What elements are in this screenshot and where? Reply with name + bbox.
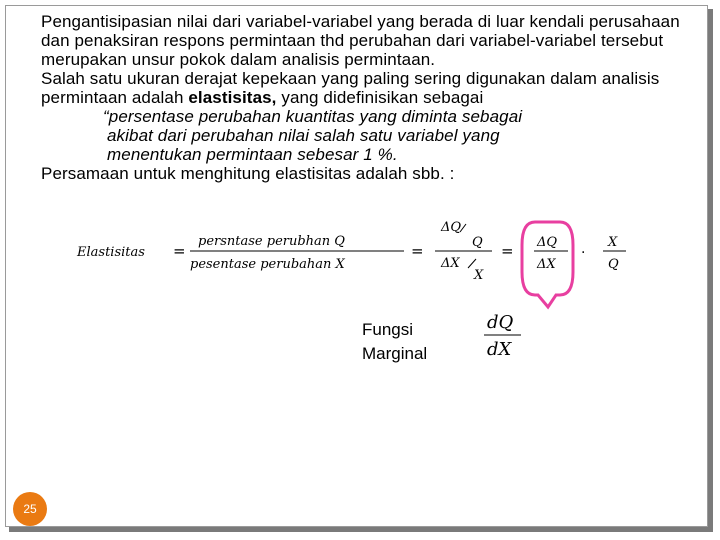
fraction3-numerator: ΔQ [537, 235, 558, 250]
equals-sign-2: = [411, 242, 424, 260]
definition-quote-line-2: akibat dari perubahan nilai salah satu variabel yang [107, 126, 500, 145]
formula-lhs-label: Elastisitas [77, 245, 145, 260]
page-number-badge: 25 [13, 492, 47, 526]
marginal-label-line-2: Marginal [362, 344, 428, 363]
fraction1-numerator: persntase perubhan Q [198, 234, 345, 249]
equals-sign-3: = [501, 242, 514, 260]
paragraph-equation-intro: Persamaan untuk menghitung elastisitas adalah sbb. : [41, 164, 455, 183]
fraction2-den-bottom: X [474, 268, 484, 283]
definition-quote-line-3: menentukan permintaan sebesar 1 %. [107, 145, 398, 164]
multiply-dot: . [581, 241, 586, 257]
paragraph-anticipation: Pengantisipasian nilai dari variabel-variabel yang berada di luar kendali perusahaan dan penaksiran respons permintaan thd perubahan dari variabel-variabel tersebut merupakan unsur pokok dalam analisis permintaan. [41, 12, 680, 69]
para2-text-before: Salah satu ukuran derajat kepekaan yang paling sering digunakan dalam analisis permintaan adalah [41, 69, 660, 107]
fraction2-den-top: ΔX [441, 256, 460, 271]
derivative-numerator: dQ [487, 312, 514, 333]
marginal-function-label [362, 318, 427, 366]
fraction3-denominator: ΔX [537, 257, 556, 272]
fraction2-num-top: ΔQ [441, 220, 462, 235]
term-elastisitas: elastisitas, [188, 88, 277, 107]
fraction1-denominator: pesentase perubahan X [190, 257, 345, 272]
definition-quote-line-1: “persentase perubahan kuantitas yang diminta sebagai [103, 107, 523, 126]
para2-text-after: yang didefinisikan sebagai [276, 88, 484, 107]
derivative-denominator: dX [487, 339, 512, 360]
marginal-label-line-1: Fungsi [362, 320, 414, 339]
equals-sign-1: = [173, 242, 186, 260]
fraction2-num-bottom: Q [472, 235, 483, 250]
fraction4-denominator: Q [608, 257, 619, 272]
fraction4-numerator: X [608, 235, 618, 250]
